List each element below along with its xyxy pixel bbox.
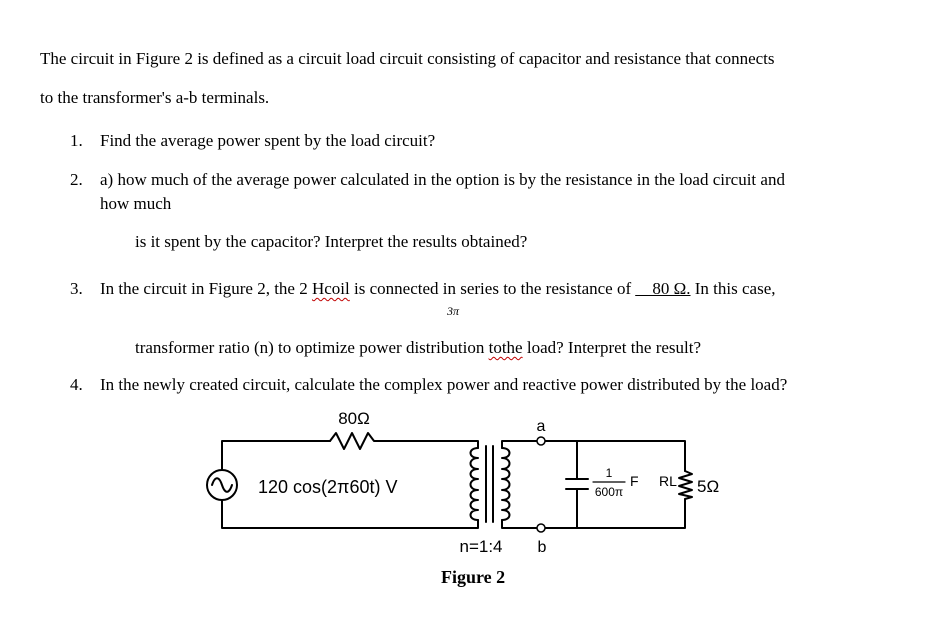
wire-top-to-primary <box>378 441 478 448</box>
q3-tothe: tothe <box>488 338 523 357</box>
cap-denominator: 600π <box>594 485 624 499</box>
q4-text: In the newly created circuit, calculate the complex power and reactive power distributed by the load? <box>100 375 788 394</box>
resistor-80-symbol <box>330 433 378 449</box>
wire-right-top <box>545 441 685 471</box>
terminal-a-node <box>537 437 545 445</box>
primary-coil <box>471 448 479 520</box>
turns-ratio-label: n=1:4 <box>459 537 503 556</box>
intro-line-1: The circuit in Figure 2 is defined as a circuit load circuit consisting of capacitor and resistance that connects <box>40 49 775 68</box>
q3-number: 3. <box>70 279 83 298</box>
terminal-a-label: a <box>536 418 546 435</box>
terminal-b-label: b <box>537 539 547 556</box>
q2-line-2: how much <box>100 194 172 213</box>
q2-line-3: is it spent by the capacitor? Interpret the results obtained? <box>135 232 528 251</box>
terminal-b-node <box>537 524 545 532</box>
wire-secondary-top <box>502 441 537 448</box>
cap-numerator: 1 <box>605 466 613 480</box>
q3-line2-pre: transformer ratio (n) to optimize power distribution <box>135 338 489 357</box>
q3-mid: is connected in series to the resistance of <box>349 279 636 298</box>
load-resistor-value: 5Ω <box>697 477 720 496</box>
cap-unit: F <box>630 473 639 489</box>
load-resistor-label: RL <box>659 473 677 489</box>
wire-secondary-bottom <box>502 520 537 528</box>
ac-source-wave-icon <box>212 478 232 492</box>
source-label: 120 cos(2π60t) V <box>258 477 398 497</box>
q3-hcoil: Hcoil <box>311 279 350 298</box>
wire-top-left <box>222 441 330 470</box>
q2-number: 2. <box>70 170 83 189</box>
q3-resistance-value: __80 Ω. <box>635 279 691 298</box>
figure-caption: Figure 2 <box>441 567 506 587</box>
q4-number: 4. <box>70 375 83 394</box>
wire-right-bottom <box>545 499 685 528</box>
q1-text: Find the average power spent by the load circuit? <box>100 131 436 150</box>
resistor-80-label: 80Ω <box>338 409 370 428</box>
q3-line2-post: load? Interpret the result? <box>522 338 702 357</box>
wire-bottom-primary <box>222 500 478 528</box>
q1-number: 1. <box>70 131 83 150</box>
secondary-coil <box>502 448 510 520</box>
load-resistor-symbol <box>679 471 692 499</box>
q3-pre: In the circuit in Figure 2, the 2 <box>100 279 312 298</box>
intro-line-2: to the transformer's a-b terminals. <box>40 88 270 107</box>
q3-post: In this case, <box>690 279 776 298</box>
q3-denominator: 3π <box>447 304 460 318</box>
q2-line-1: a) how much of the average power calculated in the option is by the resistance in the load circuit and <box>100 170 785 189</box>
